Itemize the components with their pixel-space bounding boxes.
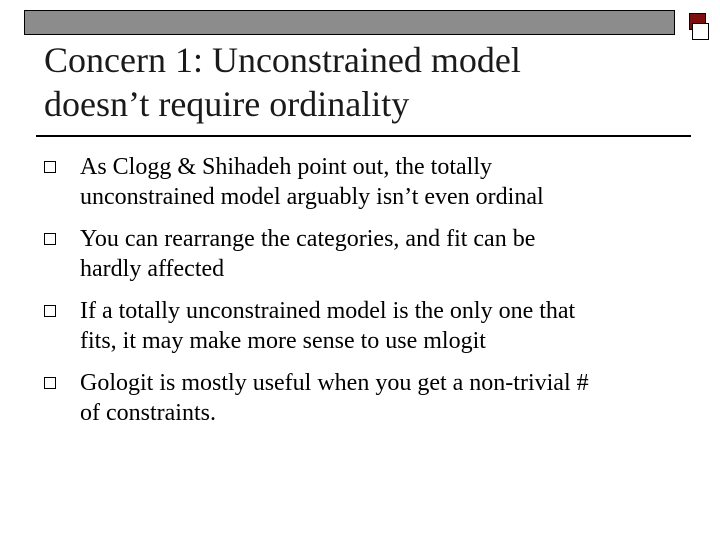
list-item <box>44 152 674 224</box>
bullet-text-line: unconstrained model arguably isn’t even ordinal <box>80 184 544 210</box>
bullet-text-line: You can rearrange the categories, and fit can be <box>80 226 536 252</box>
hollow-square-bullet-icon <box>44 233 56 245</box>
white-square-decoration <box>692 23 709 40</box>
slide-title-line-2: doesn’t require ordinality <box>44 84 410 124</box>
list-item <box>44 224 674 296</box>
slide-title <box>44 38 684 126</box>
title-underline-rule <box>36 135 691 137</box>
top-decorative-bar <box>24 10 675 35</box>
bullet-text-line: hardly affected <box>80 256 225 282</box>
hollow-square-bullet-icon <box>44 161 56 173</box>
bullet-list <box>44 152 674 432</box>
list-item <box>44 368 674 432</box>
bullet-text-line: As Clogg & Shihadeh point out, the totally <box>80 154 492 180</box>
list-item <box>44 296 674 368</box>
bullet-text-line: Gologit is mostly useful when you get a non-trivial # <box>80 370 589 396</box>
bullet-text-line: fits, it may make more sense to use mlogit <box>80 328 486 354</box>
hollow-square-bullet-icon <box>44 377 56 389</box>
bullet-text-line: If a totally unconstrained model is the only one that <box>80 298 576 324</box>
bullet-text-line: of constraints. <box>80 400 216 426</box>
slide-title-line-1: Concern 1: Unconstrained model <box>44 40 521 80</box>
hollow-square-bullet-icon <box>44 305 56 317</box>
